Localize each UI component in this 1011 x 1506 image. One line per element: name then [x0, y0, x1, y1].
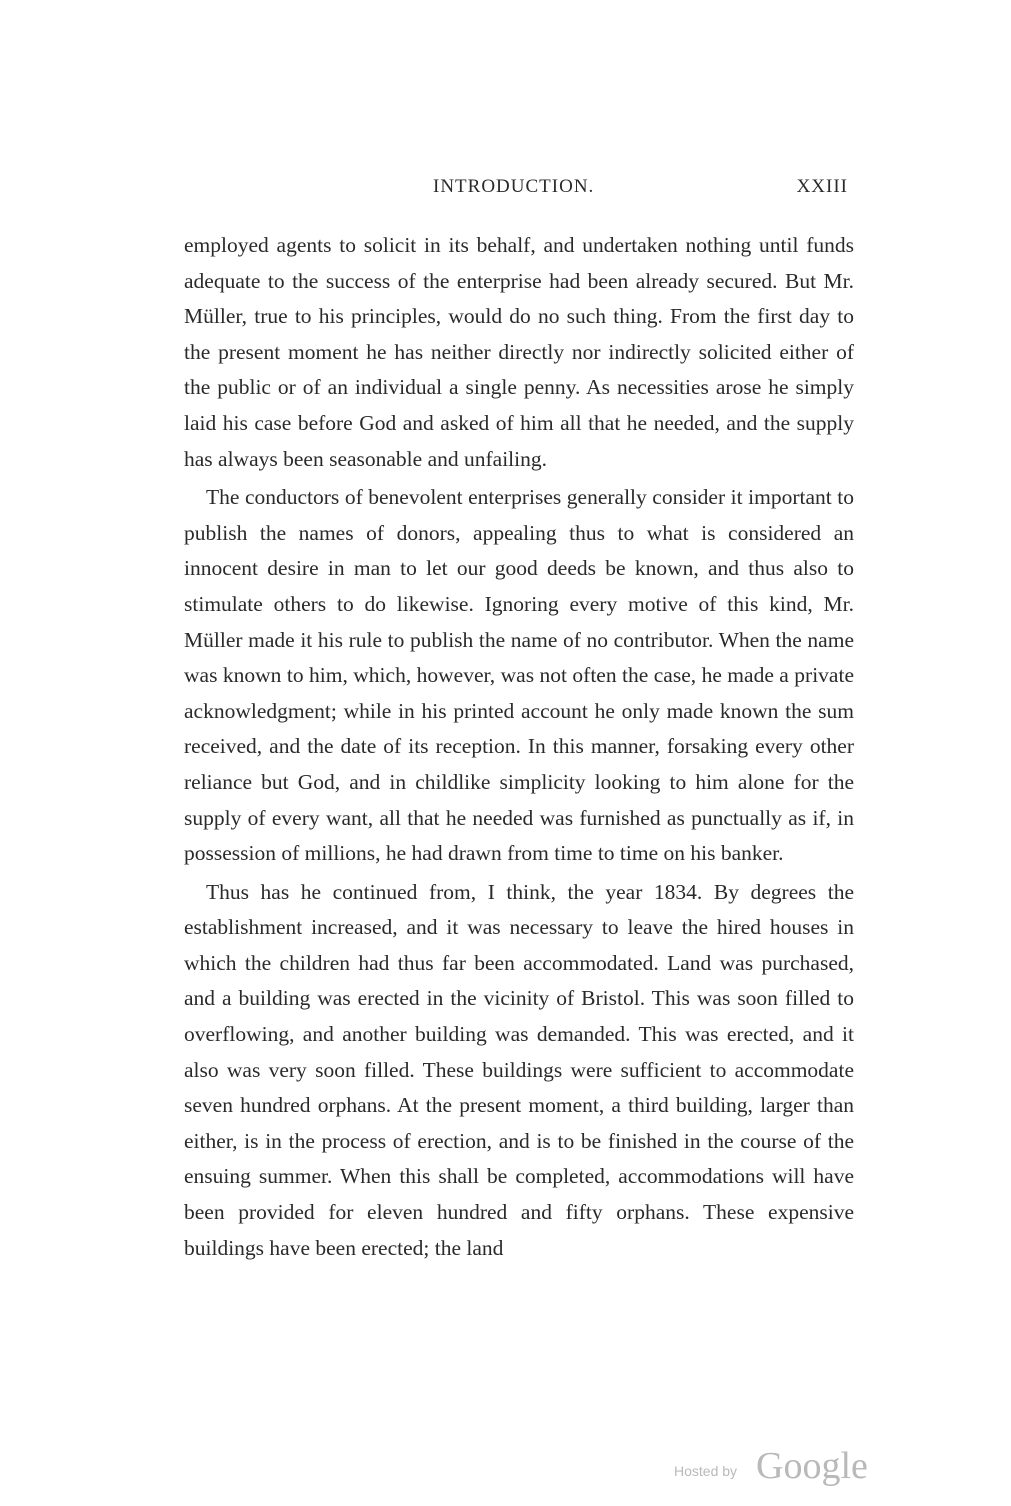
google-logo: Google — [756, 1445, 868, 1487]
paragraph-buildings: Thus has he continued from, I think, the year 1834. By degrees the establishment increased, and it was necessary to leave the hired houses in which the children had thus far been accommodated. Land was purchased, and a building was erected in the vicinity of Bristol. This was soon filled to overflowing, and another building was demanded. This was erected, and it also was very soon filled. These buildings were sufficient to accommodate seven hundred orphans. At the present moment, a third building, larger than either, is in the process of erection, and is to be finished in the course of the ensuing summer. When this shall be completed, accommodations will have been provided for eleven hundred and fifty orphans. These expensive buildings have been erected; the land — [184, 879, 854, 1260]
body-text — [184, 228, 854, 1269]
page-number: XXIII — [796, 176, 848, 197]
running-head — [183, 176, 848, 204]
paragraph-continued: employed agents to solicit in its behalf, and undertaken nothing until funds adequate to the success of the enterprise had been already secured. But Mr. Müller, true to his principles, would do no such thing. From the first day to the present moment he has neither directly nor indirectly solicited either of the public or of an individual a single penny. As necessities arose he simply laid his case before God and asked of him all that he needed, and the supply has always been seasonable and unfailing. — [184, 233, 854, 471]
running-title: INTRODUCTION. — [433, 176, 595, 197]
paragraph-donors: The conductors of benevolent enterprises generally consider it important to publish the names of donors, appealing thus to what is considered an innocent desire in man to let our good deeds be known, and thus also to stimulate others to do likewise. Ignoring every motive of this kind, Mr. Müller made it his rule to publish the name of no contributor. When the name was known to him, which, however, was not often the case, he made a private acknowledgment; while in his printed account he only made known the sum received, and the date of its reception. In this manner, forsaking every other reliance but God, and in childlike simplicity looking to him alone for the supply of every want, all that he needed was furnished as punctually as if, in possession of millions, he had drawn from time to time on his banker. — [184, 485, 854, 866]
hosted-by-text: Hosted by — [674, 1463, 738, 1479]
hosted-by-watermark — [674, 1445, 884, 1492]
